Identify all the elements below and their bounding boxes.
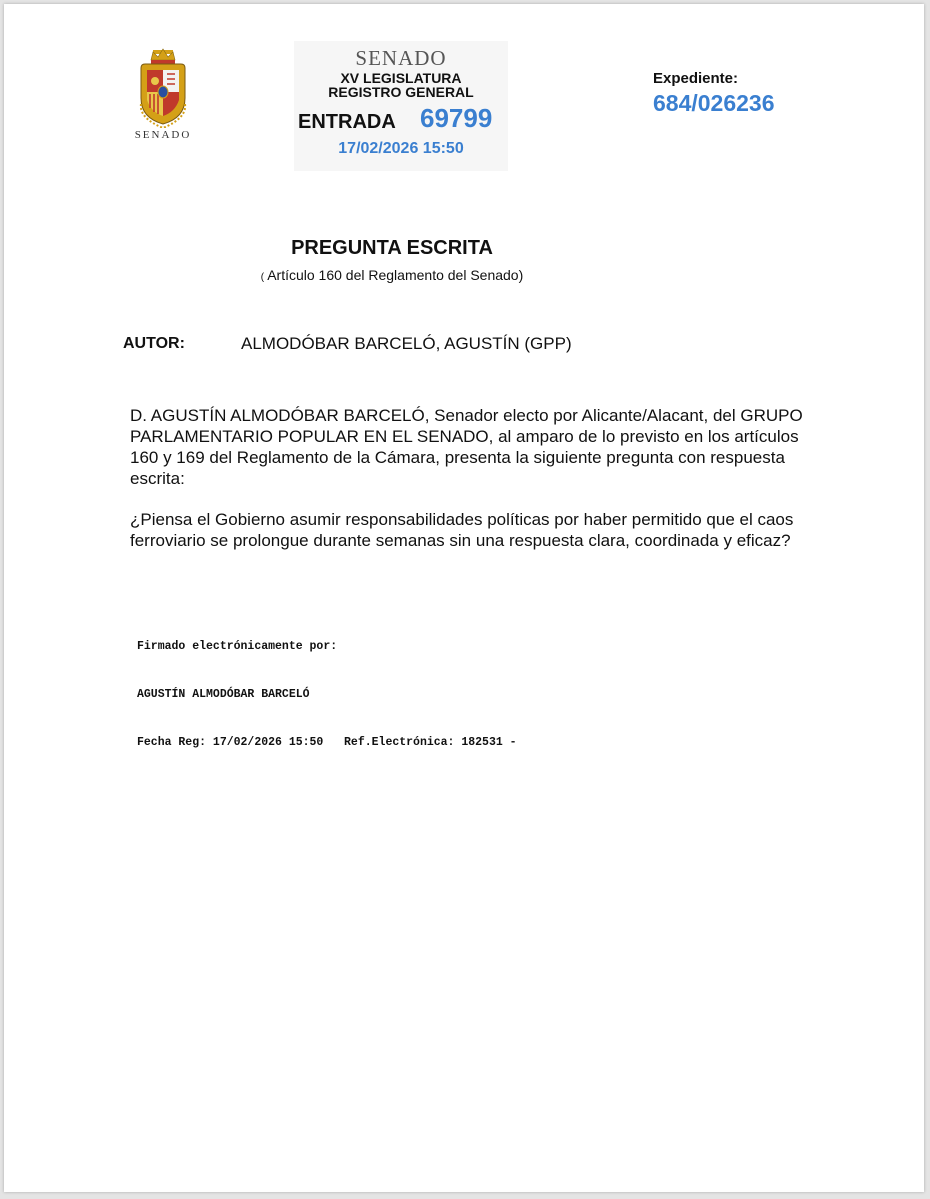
electronic-signature bbox=[137, 607, 517, 783]
stamp-registro: REGISTRO GENERAL bbox=[328, 84, 474, 100]
subtitle-open-paren: ( bbox=[260, 272, 265, 283]
subtitle-text: Artículo 160 del Reglamento del Senado) bbox=[267, 267, 524, 283]
stamp-senado: SENADO bbox=[355, 46, 447, 70]
question-paragraph: ¿Piensa el Gobierno asumir responsabilidades políticas por haber permitido que el caos ferroviario se prolongue durante semanas sin una respuesta clara, coordinada y eficaz? bbox=[130, 510, 794, 550]
intro-paragraph: D. AGUSTÍN ALMODÓBAR BARCELÓ, Senador electo por Alicante/Alacant, del GRUPO PARLAMENTARIO POPULAR EN EL SENADO, al amparo de lo previsto en los artículos 160 y 169 del Reglamento de la Cámara, presenta la siguiente pregunta con respuesta escrita: bbox=[130, 406, 803, 488]
stamp-legislatura: XV LEGISLATURA bbox=[340, 70, 462, 86]
coat-of-arms-icon bbox=[123, 46, 203, 128]
expediente-label: Expediente: bbox=[653, 70, 739, 87]
senado-logo bbox=[123, 46, 203, 146]
page-subtitle bbox=[4, 267, 780, 283]
signature-name: AGUSTÍN ALMODÓBAR BARCELÓ bbox=[137, 688, 310, 701]
author-value: ALMODÓBAR BARCELÓ, AGUSTÍN (GPP) bbox=[241, 334, 572, 353]
stamp-entrada-number: 69799 bbox=[420, 103, 493, 133]
page-title: PREGUNTA ESCRITA bbox=[291, 237, 493, 259]
document-page bbox=[4, 4, 924, 1192]
stamp-datetime: 17/02/2026 15:50 bbox=[338, 140, 464, 157]
signature-line: Firmado electrónicamente por: bbox=[137, 640, 338, 653]
registry-stamp bbox=[294, 41, 508, 171]
author-label: AUTOR: bbox=[123, 335, 185, 352]
signature-date-ref: Fecha Reg: 17/02/2026 15:50 Ref.Electrónica: 182531 - bbox=[137, 736, 517, 749]
stamp-entrada-label: ENTRADA bbox=[298, 111, 396, 133]
logo-caption: SENADO bbox=[134, 129, 192, 141]
expediente-value: 684/026236 bbox=[653, 90, 775, 116]
